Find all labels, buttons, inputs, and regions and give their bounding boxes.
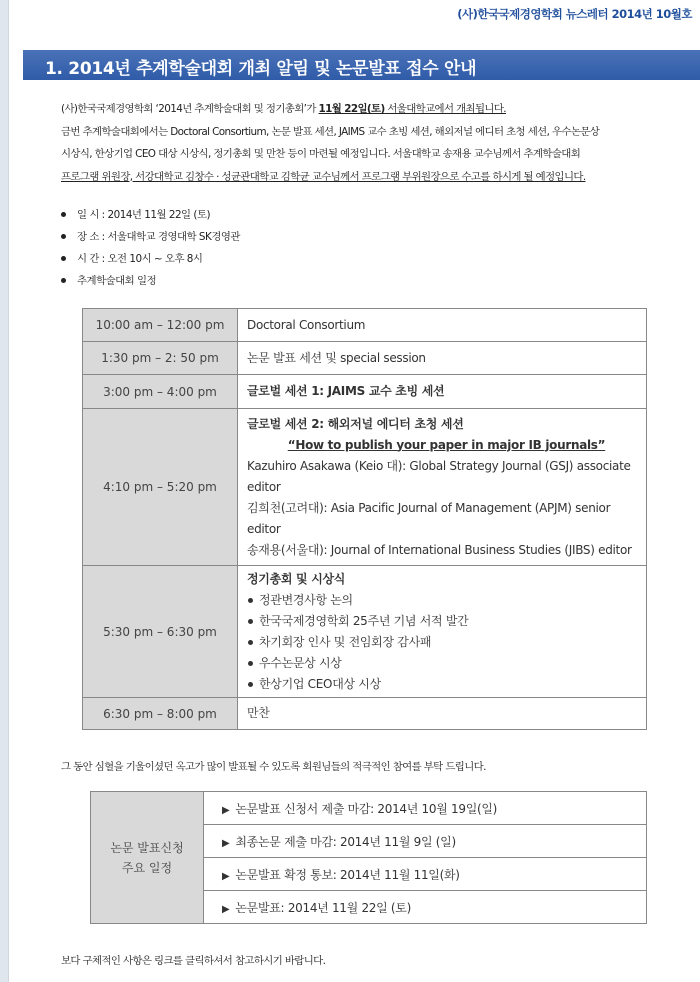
deadline-item (204, 792, 647, 825)
general-meeting-heading: 정기총회 및 시상식 (247, 571, 346, 586)
global-session-2-heading: 글로벌 세션 2: 해외저널 에디터 초청 세션 (247, 416, 464, 431)
schedule-row (83, 309, 647, 342)
list-item: 차기회장 인사 및 전임회장 감사패 (247, 632, 646, 653)
schedule-row (83, 698, 647, 730)
newsletter-page (8, 0, 700, 982)
intro-line-2: 금번 추계학술대회에서는 Doctoral Consortium, 논문 발표 세션, JAIMS 교수 초빙 세션, 해외저널 에디터 초청 세션, 우수논문상 (61, 125, 600, 138)
deadline-text: 논문발표 확정 통보: 2014년 11월 11일(화) (235, 867, 460, 882)
schedule-desc (238, 409, 647, 566)
closing-message: 그 동안 심혈을 기울이셨던 옥고가 많이 발표될 수 있도록 회원님들의 적극적인 참여를 부탁 드립니다. (61, 761, 486, 773)
deadlines-table (90, 791, 647, 924)
intro-line-4: 프로그램 위원장, 서강대학교 김창수 · 성균관대학교 김학균 교수님께서 프로그램 부위원장으로 수고를 하시게 될 예정입니다. (61, 170, 586, 183)
detail-schedule-heading: 추계학술대회 일정 (61, 270, 700, 292)
schedule-table (82, 308, 647, 730)
schedule-row (83, 409, 647, 566)
speaker-1: Kazuhiro Asakawa (Keio 대): Global Strategy Journal (GSJ) associate editor (247, 458, 631, 494)
schedule-desc (238, 566, 647, 698)
intro-line-1-venue: 서울대학교에서 개최됩니다. (384, 103, 507, 115)
schedule-time: 3:00 pm – 4:00 pm (83, 375, 238, 409)
deadline-text: 최종논문 제출 마감: 2014년 11월 9일 (일) (235, 834, 456, 849)
intro-line-3: 시상식, 한상기업 CEO 대상 시상식, 정기총회 및 만찬 등이 마련될 예정입니다. 서울대학교 송재용 교수님께서 추계학술대회 (61, 148, 581, 160)
schedule-row (83, 342, 647, 375)
schedule-desc: 만찬 (238, 698, 647, 730)
deadline-row (91, 792, 647, 825)
deadline-text: 논문발표: 2014년 11월 22일 (토) (235, 900, 411, 915)
section-title: 1. 2014년 추계학술대회 개최 알림 및 논문발표 접수 안내 (23, 50, 700, 80)
speaker-2: 김희천(고려대): Asia Pacific Journal of Management (APJM) senior editor (247, 500, 611, 536)
footer-note: 보다 구체적인 사항은 링크를 클릭하셔서 참고하시기 바랍니다. (61, 955, 326, 967)
schedule-time: 5:30 pm – 6:30 pm (83, 566, 238, 698)
general-meeting-items (247, 590, 646, 695)
deadline-item (204, 858, 647, 891)
newsletter-header: (사)한국국제경영학회 뉴스레터 2014년 10월호 (457, 7, 692, 21)
triangle-right-icon: ▶ (222, 837, 230, 849)
detail-date: 일 시 : 2014년 11월 22일 (토) (61, 204, 700, 226)
event-date: 11월 22일(토) (318, 103, 385, 115)
schedule-time: 1:30 pm – 2: 50 pm (83, 342, 238, 375)
deadline-item (204, 891, 647, 924)
deadlines-label (91, 792, 204, 924)
list-item: 한상기업 CEO대상 시상 (247, 674, 646, 695)
list-item: 한국국제경영학회 25주년 기념 서적 발간 (247, 611, 646, 632)
triangle-right-icon: ▶ (222, 804, 230, 816)
schedule-time: 4:10 pm – 5:20 pm (83, 409, 238, 566)
schedule-row (83, 375, 647, 409)
speaker-3: 송재용(서울대): Journal of International Business Studies (JIBS) editor (247, 542, 632, 557)
schedule-time: 10:00 am – 12:00 pm (83, 309, 238, 342)
triangle-right-icon: ▶ (222, 870, 230, 882)
schedule-desc: Doctoral Consortium (238, 309, 647, 342)
intro-paragraph (61, 98, 691, 188)
list-item: 정관변경사항 논의 (247, 590, 646, 611)
detail-venue: 장 소 : 서울대학교 경영대학 SK경영관 (61, 226, 700, 248)
triangle-right-icon: ▶ (222, 903, 230, 915)
deadline-text: 논문발표 신청서 제출 마감: 2014년 10월 19일(일) (235, 801, 498, 816)
intro-line-1-text: (사)한국국제경영학회 ‘2014년 추계학술대회 및 정기총회’가 (61, 103, 319, 115)
detail-time: 시 간 : 오전 10시 ~ 오후 8시 (61, 248, 700, 270)
intro-line-1 (61, 98, 691, 121)
deadlines-label-line-2: 주요 일정 (121, 860, 173, 875)
list-item: 우수논문상 시상 (247, 653, 646, 674)
deadlines-label-line-1: 논문 발표신청 (110, 840, 184, 855)
deadline-item (204, 825, 647, 858)
schedule-time: 6:30 pm – 8:00 pm (83, 698, 238, 730)
schedule-desc: 글로벌 세션 1: JAIMS 교수 초빙 세션 (238, 375, 647, 409)
global-session-2-subtitle: “How to publish your paper in major IB journals” (287, 437, 606, 452)
schedule-desc: 논문 발표 세션 및 special session (238, 342, 647, 375)
event-details-list (61, 204, 700, 292)
schedule-row (83, 566, 647, 698)
